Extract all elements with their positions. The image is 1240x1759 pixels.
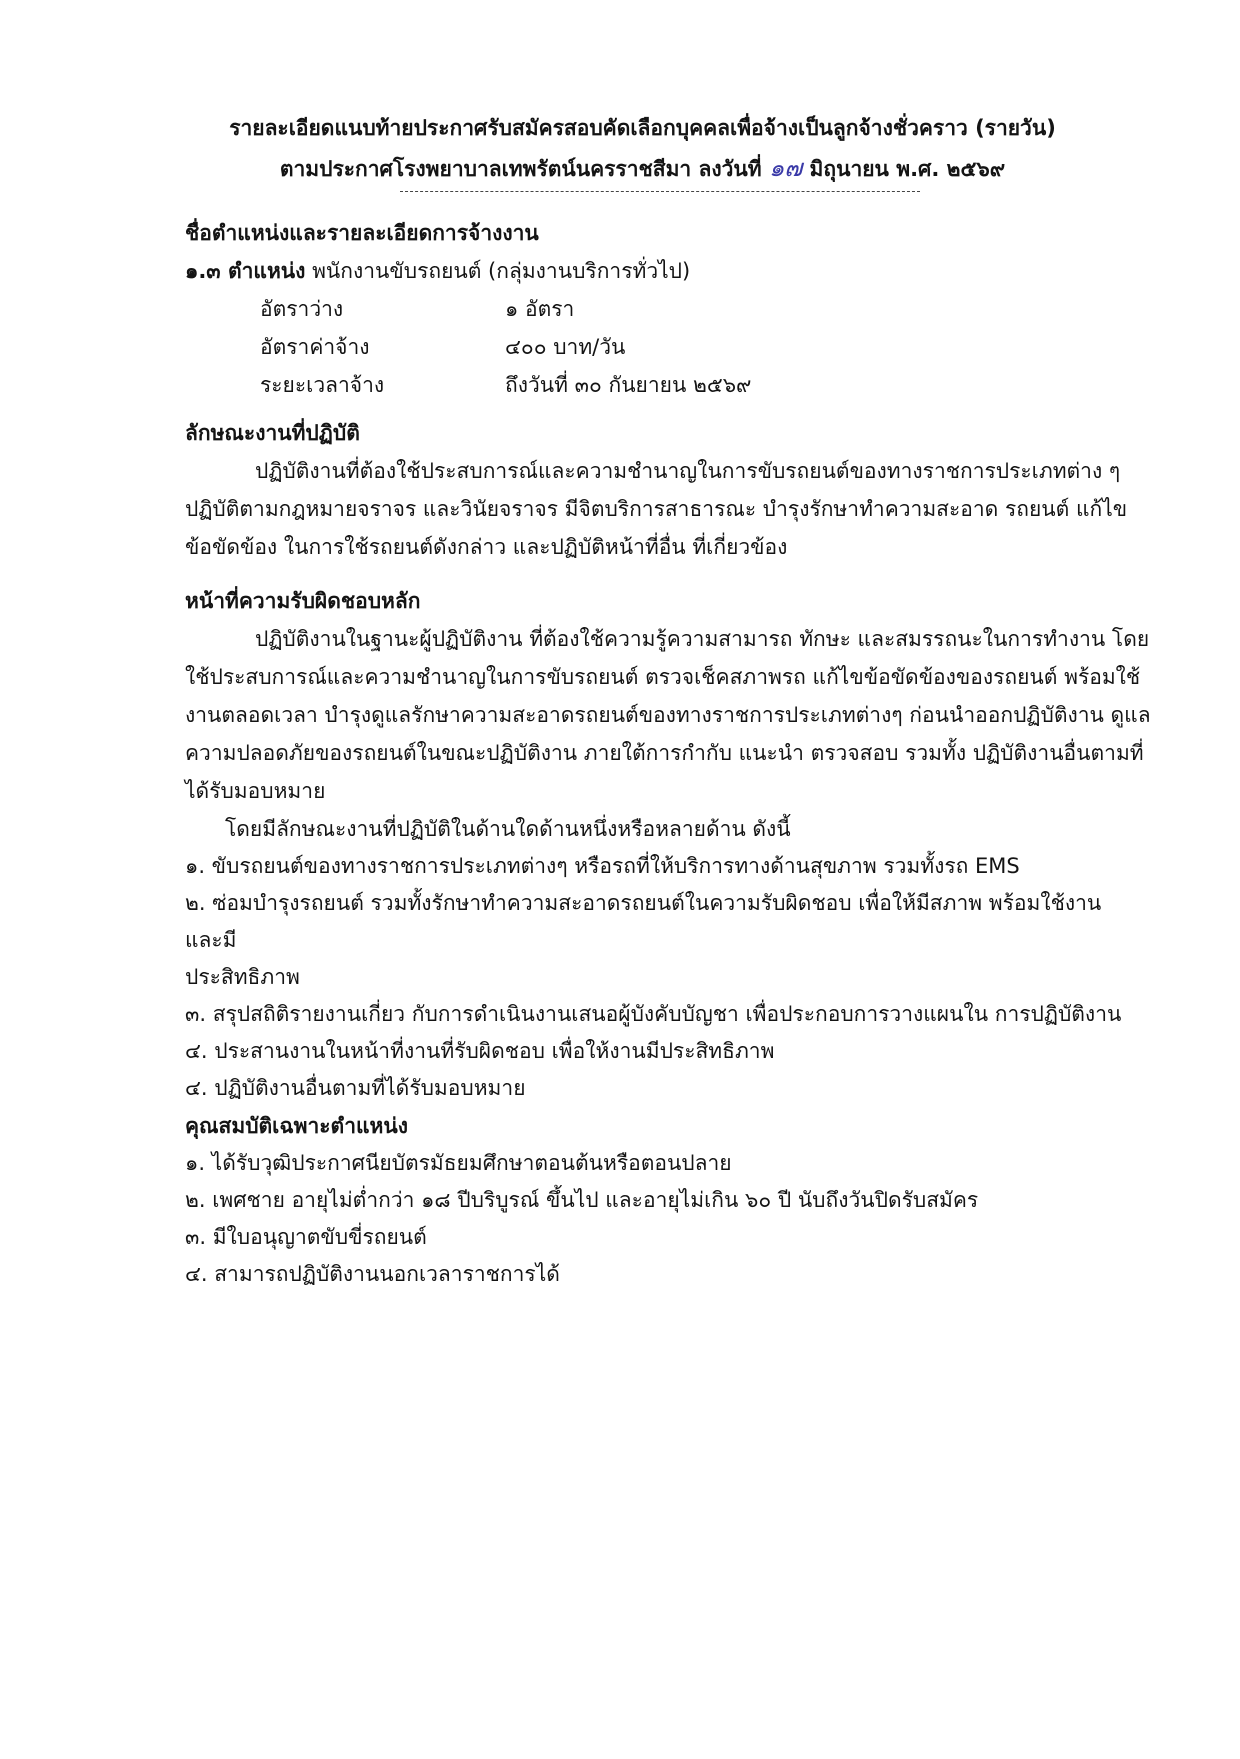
duties-line: ปฏิบัติงานในฐานะผู้ปฏิบัติงาน ที่ต้องใช้ความรู้ความสามารถ ทักษะ และสมรรถนะในการทำงาน โดย <box>255 627 1150 651</box>
document-header <box>205 108 1080 189</box>
period-value: ถึงวันที่ ๓๐ กันยายน ๒๕๖๙ <box>505 373 752 397</box>
duties-line: งานตลอดเวลา บำรุงดูแลรักษาความสะอาดรถยนต์ของทางราชการประเภทต่างๆ ก่อนนำออกปฏิบัติงาน ดูแล <box>185 703 1151 727</box>
duties-line: ความปลอดภัยของรถยนต์ในขณะปฏิบัติงาน ภายใต้การกำกับ แนะนำ ตรวจสอบ รวมทั้ง ปฏิบัติงานอื่นตามที่ <box>185 741 1144 765</box>
header-line-1: รายละเอียดแนบท้ายประกาศรับสมัครสอบคัดเลือกบุคคลเพื่อจ้างเป็นลูกจ้างชั่วคราว (รายวัน) <box>229 116 1056 140</box>
wage-label: อัตราค่าจ้าง <box>260 335 370 359</box>
nature-line: ข้อขัดข้อง ในการใช้รถยนต์ดังกล่าว และปฏิบัติหน้าที่อื่น ที่เกี่ยวข้อง <box>185 535 788 559</box>
duties-line: ใช้ประสบการณ์และความชำนาญในการขับรถยนต์ ตรวจเช็คสภาพรถ แก้ไขข้อขัดข้องของรถยนต์ พร้อมใช้ <box>185 665 1141 689</box>
duties-paragraph <box>185 620 1151 810</box>
position-name-line <box>185 252 1132 290</box>
position-section-title: ชื่อตำแหน่งและรายละเอียดการจ้างงาน <box>185 221 539 245</box>
list-item: ๓. มีใบอนุญาตขับขี่รถยนต์ <box>185 1225 427 1249</box>
vacancy-label: อัตราว่าง <box>260 297 344 321</box>
duties-line: ได้รับมอบหมาย <box>185 779 326 803</box>
list-item: ๑. ขับรถยนต์ของทางราชการประเภทต่างๆ หรือรถที่ให้บริการทางด้านสุขภาพ รวมทั้งรถ EMS <box>185 854 1020 878</box>
nature-section-title: ลักษณะงานที่ปฏิบัติ <box>185 421 360 445</box>
position-name: พนักงานขับรถยนต์ (กลุ่มงานบริการทั่วไป) <box>312 259 691 283</box>
header-line-2 <box>205 148 1080 189</box>
wage-value: ๔๐๐ บาท/วัน <box>505 335 626 359</box>
list-item: ๒. เพศชาย อายุไม่ต่ำกว่า ๑๘ ปีบริบูรณ์ ขึ้นไป และอายุไม่เกิน ๖๐ ปี นับถึงวันปิดรับสมัคร <box>185 1188 979 1212</box>
list-item: ๒. ซ่อมบำรุงรถยนต์ รวมทั้งรักษาทำความสะอาดรถยนต์ในความรับผิดชอบ เพื่อให้มีสภาพ พร้อมใช้งานและมี <box>185 891 1102 952</box>
list-item: ๔. ปฏิบัติงานอื่นตามที่ได้รับมอบหมาย <box>185 1076 526 1100</box>
qualifications-section-title: คุณสมบัติเฉพาะตำแหน่ง <box>185 1114 408 1138</box>
header-line-2-end: มิถุนายน พ.ศ. ๒๕๖๙ <box>809 157 1006 181</box>
list-item: ประสิทธิภาพ <box>185 965 300 989</box>
duties-intro: โดยมีลักษณะงานที่ปฏิบัติในด้านใดด้านหนึ่งหรือหลายด้าน ดังนี้ <box>225 817 791 841</box>
handwritten-day: ๑๗ <box>768 154 803 182</box>
list-item: ๔. สามารถปฏิบัติงานนอกเวลาราชการได้ <box>185 1262 560 1286</box>
duties-list <box>185 848 1132 1107</box>
nature-line: ปฏิบัติงานที่ต้องใช้ประสบการณ์และความชำนาญในการขับรถยนต์ของทางราชการประเภทต่าง ๆ <box>255 459 1121 483</box>
nature-paragraph <box>185 452 1132 566</box>
period-label: ระยะเวลาจ้าง <box>260 373 385 397</box>
nature-line: ปฏิบัติตามกฎหมายจราจร และวินัยจราจร มีจิตบริการสาธารณะ บำรุงรักษาทำความสะอาด รถยนต์ แก้ไข <box>185 497 1128 521</box>
list-item: ๑. ได้รับวุฒิประกาศนียบัตรมัธยมศึกษาตอนต้นหรือตอนปลาย <box>185 1151 732 1175</box>
qualifications-list <box>185 1145 1132 1293</box>
header-line-2-start: ตามประกาศโรงพยาบาลเทพรัตน์นครราชสีมา ลงวันที่ <box>279 157 762 181</box>
duties-section-title: หน้าที่ความรับผิดชอบหลัก <box>185 589 421 613</box>
list-item: ๓. สรุปสถิติรายงานเกี่ยว กับการดำเนินงานเสนอผู้บังคับบัญชา เพื่อประกอบการวางแผนใน การปฏิบัติงาน <box>185 1002 1122 1026</box>
list-item: ๔. ประสานงานในหน้าที่งานที่รับผิดชอบ เพื่อให้งานมีประสิทธิภาพ <box>185 1039 775 1063</box>
position-details <box>185 290 1132 404</box>
vacancy-value: ๑ อัตรา <box>505 297 575 321</box>
position-number-label: ๑.๓ ตำแหน่ง <box>185 259 306 283</box>
